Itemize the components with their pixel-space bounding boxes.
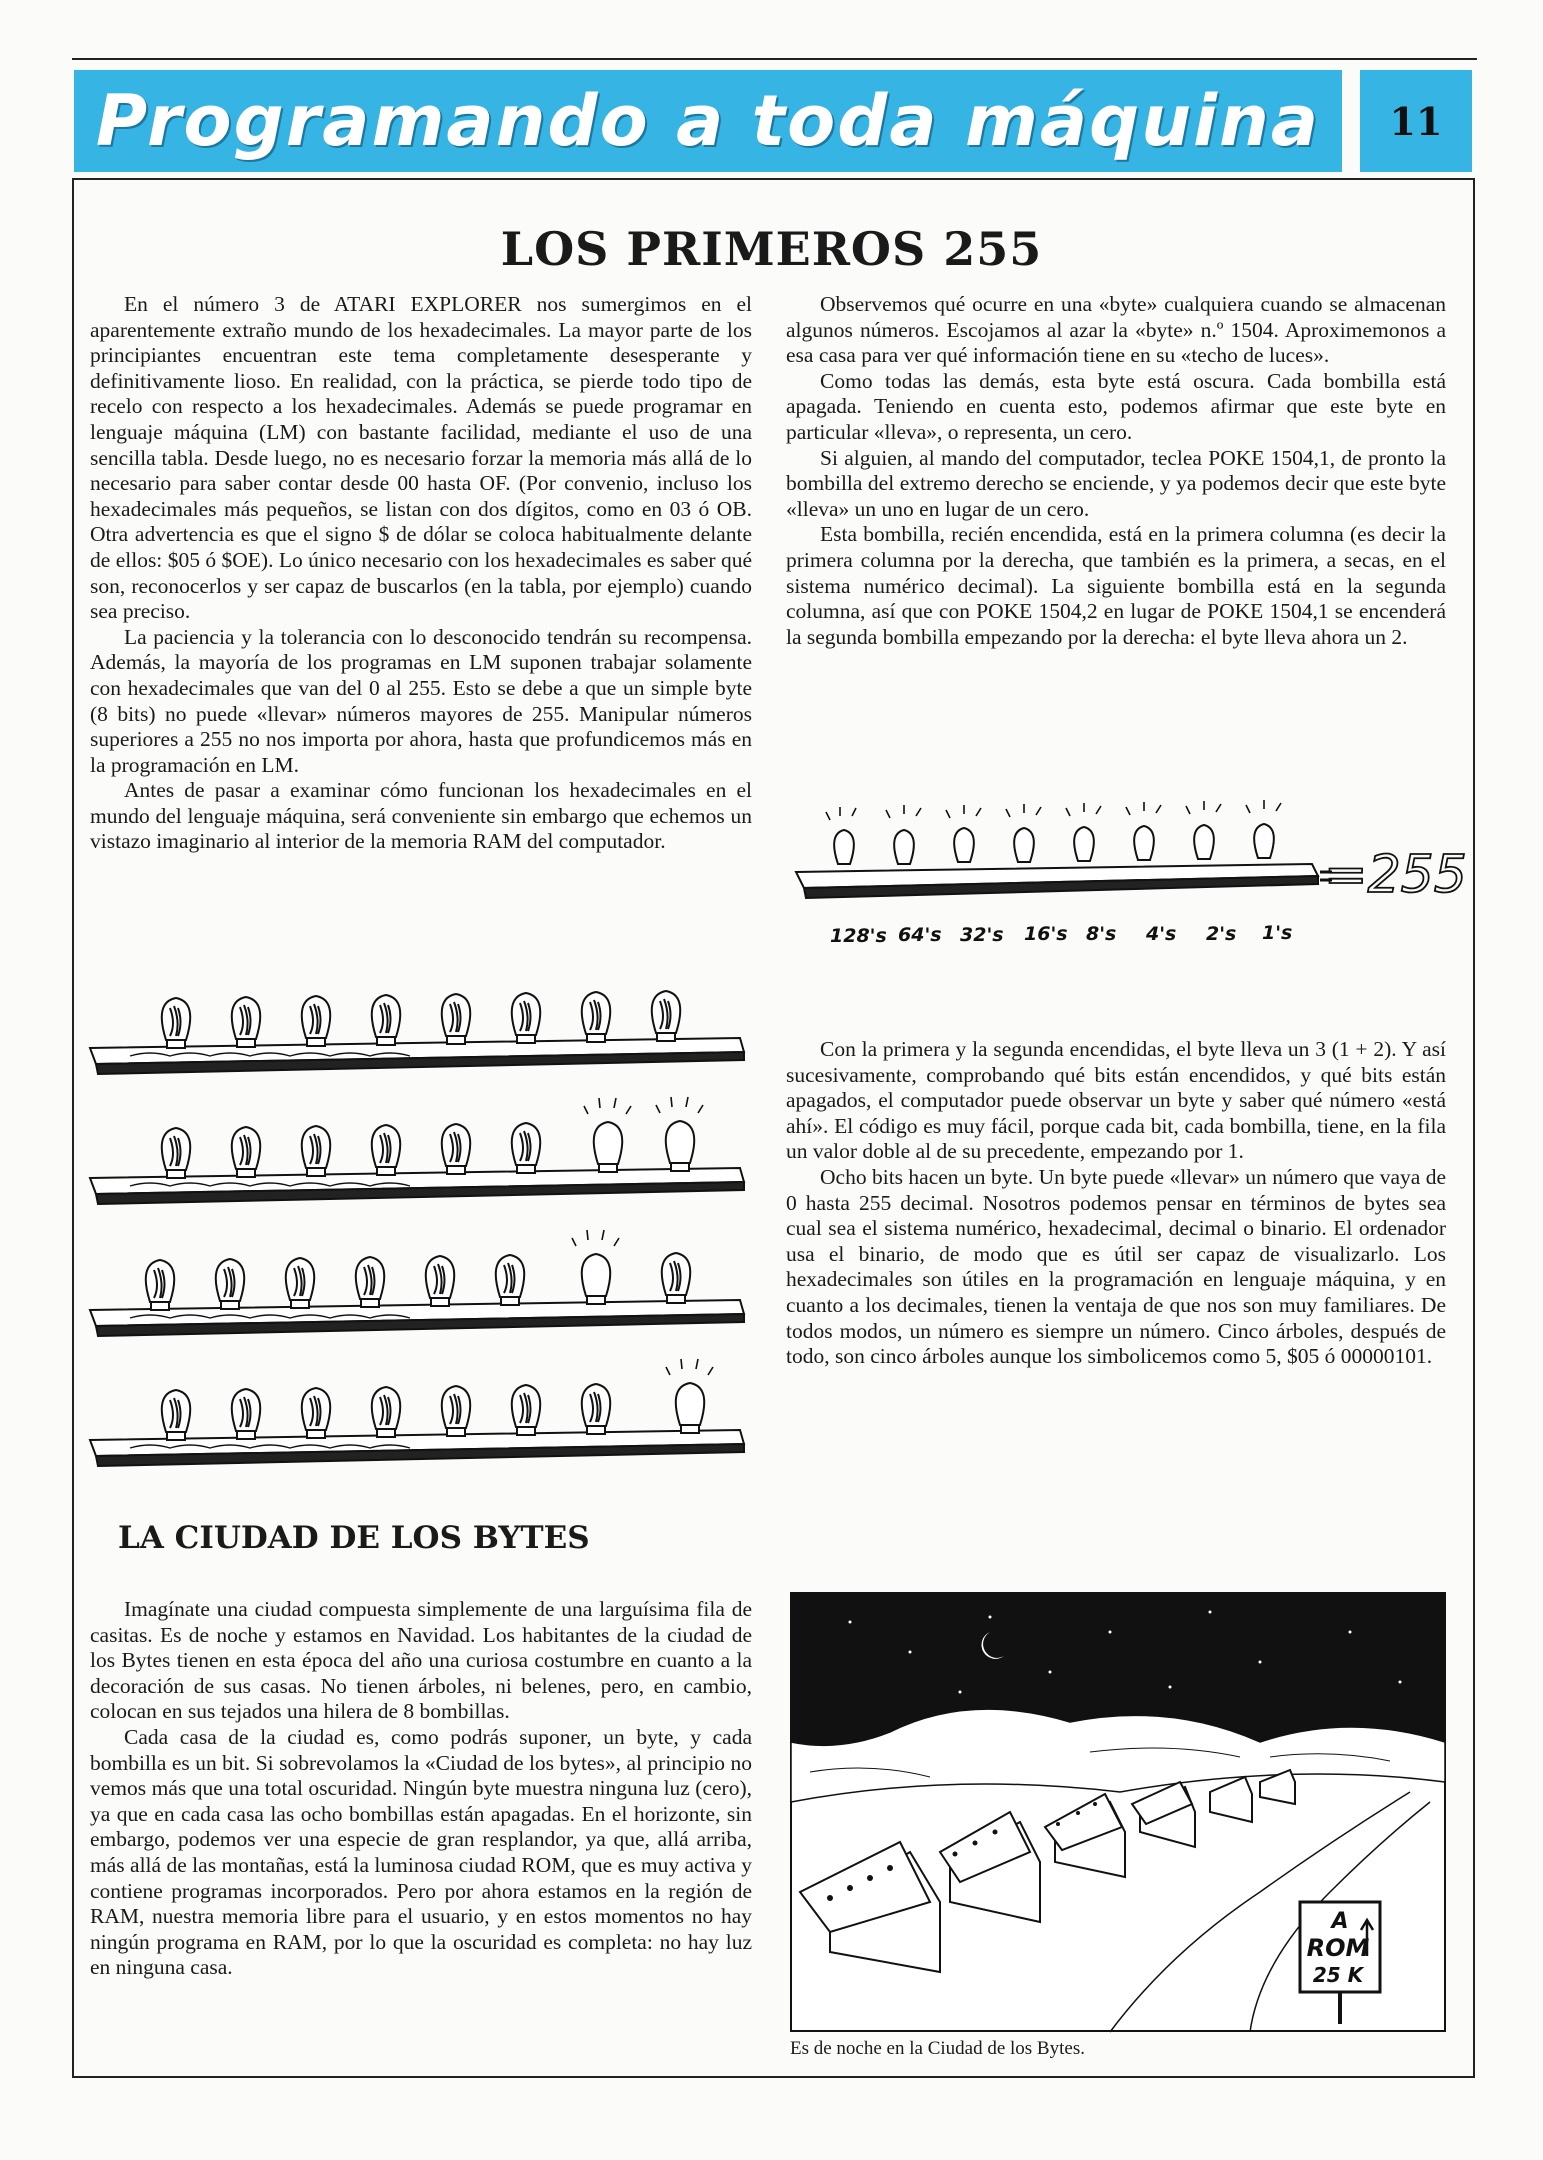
paragraph: Como todas las demás, esta byte está oscura. Cada bombilla está apagada. Teniendo en cuenta esto, podemos afirmar que este byte en particular «lleva», o representa, un cero. <box>786 368 1446 444</box>
byte-city-illustration <box>790 1592 1446 2032</box>
column-2-bottom <box>786 1037 1446 1370</box>
byte-total-label: =255 <box>1324 845 1467 905</box>
column-1 <box>90 292 752 855</box>
page-number-box <box>1360 70 1472 172</box>
bulb-rows-illustration <box>90 990 770 1510</box>
paragraph: Observemos qué ocurre en una «byte» cualquiera cuando se almacenan algunos números. Escojamos al azar la «byte» n.º 1504. Aproximemonos a esa casa para ver qué información tiene en su «techo de luces». <box>786 292 1446 368</box>
figure-caption: Es de noche en la Ciudad de los Bytes. <box>790 2038 1085 2059</box>
top-rule <box>72 58 1477 60</box>
paragraph: Antes de pasar a examinar cómo funcionan los hexadecimales en el mundo del lenguaje máquina, será conveniente sin embargo que echemos un vistazo imaginario al interior de la memoria RAM del computador. <box>90 778 752 854</box>
column-2-top <box>786 292 1446 650</box>
paragraph: La paciencia y la tolerancia con lo desconocido tendrán su recompensa. Además, la mayoría de los programas en LM suponen trabajar solamente con hexadecimales que van del 0 al 255. Esto se debe a que un simple byte (8 bits) no puede «llevar» números mayores de 255. Manipular números superiores a 255 no nos importa por ahora, hasta que profundicemos más en la programación en LM. <box>90 624 752 777</box>
byte-255-illustration <box>790 800 1467 960</box>
header-banner <box>74 70 1342 172</box>
bit-label: 128's <box>830 925 887 947</box>
paragraph: Esta bombilla, recién encendida, está en la primera columna (es decir la primera columna por la derecha, que también es la primera, a secas, en el sistema numérico decimal). La siguiente bombilla está en la segunda columna, así que con POKE 1504,2 en lugar de POKE 1504,1 se encenderá la segunda bombilla empezando por la derecha: el byte lleva ahora un 2. <box>786 522 1446 649</box>
sign-text: 25 K <box>1312 1963 1364 1987</box>
paragraph: Con la primera y la segunda encendidas, el byte lleva un 3 (1 + 2). Y así sucesivamente, comprobando qué bits están encendidos, y qué bits están apagados, el computador puede observar un byte y saber qué número «está ahí». El código es muy fácil, porque cada bit, cada bombilla, tiene, en la fila un valor doble al de su precedente, empezando por 1. <box>786 1037 1446 1164</box>
article-title: LOS PRIMEROS 255 <box>500 222 1043 276</box>
column-section2 <box>90 1597 752 1981</box>
bit-label: 32's <box>960 924 1004 946</box>
paragraph: En el número 3 de ATARI EXPLORER nos sumergimos en el aparentemente extraño mundo de los hexadecimales. La mayor parte de los principiantes encuentran este tema completamente desesperante y definitivamente lioso. En realidad, con la práctica, se pierde todo tipo de recelo con respecto a los hexadecimales. Además se puede programar en lenguaje máquina (LM) con bastante facilidad, mediante el uso de una sencilla tabla. Desde luego, no es necesario forzar la memoria más allá de lo necesario para saber contar desde 00 hasta OF. (Por convenio, incluso los hexadecimales más pequeños, se listan con dos dígitos, como en 03 ó OB. Otra advertencia es que el signo $ de dólar se coloca habitualmente delante de ellos: $05 ó $OE). Lo único necesario con los hexadecimales es saber qué son, reconocerlos y ser capaz de buscarlos (en la tabla, por ejemplo) cuando sea preciso. <box>90 292 752 624</box>
sign-text: A <box>1331 1909 1349 1934</box>
paragraph: Si alguien, al mando del computador, teclea POKE 1504,1, de pronto la bombilla del extremo derecho se enciende, y ya podemos decir que este byte «lleva» un uno en lugar de un cero. <box>786 445 1446 521</box>
page-number: 11 <box>1389 98 1443 144</box>
section-title: Programando a toda máquina <box>95 80 1321 162</box>
sign-text: ROM <box>1306 1934 1370 1962</box>
bit-label: 64's <box>898 924 942 946</box>
bit-label: 2's <box>1206 923 1237 945</box>
bit-label: 4's <box>1146 923 1177 945</box>
paragraph: Ocho bits hacen un byte. Un byte puede «llevar» un número que vaya de 0 hasta 255 decimal. Nosotros podemos pensar en términos de bytes sea cual sea el sistema numérico, hexadecimal, decimal o binario. El ordenador usa el binario, de modo que es útil ser capaz de visualizarlo. Los hexadecimales son útiles en la programación en lenguaje máquina, y en cuanto a los decimales, tienen la ventaja de que nos son muy familiares. De todos modos, un número es siempre un número. Cinco árboles, después de todo, son cinco árboles aunque los simbolicemos como 5, $05 ó 00000101. <box>786 1164 1446 1369</box>
bit-label: 8's <box>1086 923 1117 945</box>
paragraph: Imagínate una ciudad compuesta simplemente de una larguísima fila de casitas. Es de noche y estamos en Navidad. Los habitantes de la ciudad de los Bytes tienen en esta época del año una curiosa costumbre en cuanto a la decoración de sus casas. No tienen árboles, ni belenes, pero, en cambio, colocan en sus tejados una hilera de 8 bombillas. <box>90 1597 752 1724</box>
paragraph: Cada casa de la ciudad es, como podrás suponer, un byte, y cada bombilla es un bit. Si sobrevolamos la «Ciudad de los bytes», al principio no vemos más que una total oscuridad. Ningún byte muestra ninguna luz (cero), ya que en cada casa las ocho bombillas están apagadas. En el horizonte, sin embargo, podemos ver una especie de gran resplandor, ya que, allá arriba, más allá de las montañas, está la luminosa ciudad ROM, que es muy activa y contiene programas incorporados. Pero por ahora estamos en la región de RAM, nuestra memoria libre para el usuario, y en estos momentos no hay ningún programa en RAM, por lo que la oscuridad es completa: no hay luz en ninguna casa. <box>90 1724 752 1980</box>
bit-label: 1's <box>1262 922 1293 944</box>
section-heading: LA CIUDAD DE LOS BYTES <box>118 1520 590 1556</box>
bit-label: 16's <box>1024 923 1068 945</box>
